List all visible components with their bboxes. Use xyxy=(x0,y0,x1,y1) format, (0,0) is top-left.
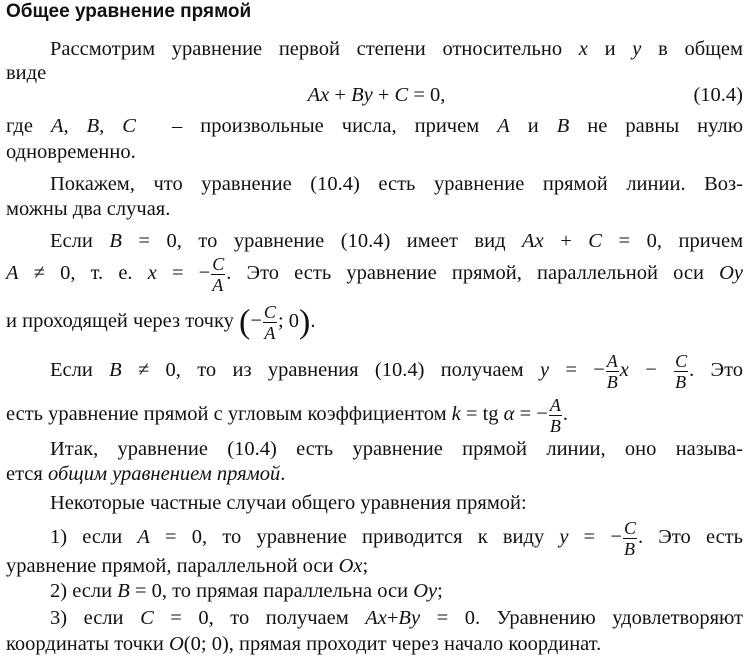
var: x xyxy=(377,607,387,629)
op: ≠ 0, xyxy=(18,262,76,285)
var: y xyxy=(559,526,569,549)
denominator: B xyxy=(606,372,618,392)
paragraph-summary-line2 xyxy=(6,461,743,487)
fraction-c-over-a xyxy=(263,303,277,342)
text: 1) если xyxy=(50,526,138,549)
var-y: y xyxy=(632,38,642,60)
var: k xyxy=(451,403,461,426)
text: . Это есть xyxy=(638,526,743,549)
paragraph-where-line2: одновременно. xyxy=(6,141,136,163)
emphasis-term: общим уравнением прямой xyxy=(47,463,281,485)
axis-label: Ox xyxy=(338,555,363,577)
var: A xyxy=(6,262,19,285)
numerator: A xyxy=(549,395,561,415)
paragraph-intro-line1 xyxy=(50,36,743,62)
paragraph-show-line2: можны два случая. xyxy=(6,198,171,220)
var: A xyxy=(137,526,150,549)
text: Если xyxy=(50,230,93,252)
numerator: C xyxy=(263,302,276,322)
text: координаты точки xyxy=(6,633,169,655)
paragraph-summary-line1: Итак, уравнение (10.4) есть уравнение прямой линии, оно называ- xyxy=(50,438,743,460)
numerator: A xyxy=(606,351,618,371)
var: B xyxy=(351,84,364,106)
paragraph-show-line1: Покажем, что уравнение (10.4) есть уравнение прямой линии. Воз- xyxy=(50,173,743,195)
paragraph-case-b0-line2 xyxy=(6,255,743,294)
text: – произвольные числа, причем xyxy=(172,115,480,137)
text: ; xyxy=(362,555,369,577)
var-x: x xyxy=(578,38,588,60)
text: т. е. xyxy=(75,262,148,285)
text: 2) если xyxy=(50,580,118,602)
var: x xyxy=(534,230,544,252)
text: то уравнение приводится к виду xyxy=(207,526,560,549)
var: C xyxy=(122,115,136,137)
text: . xyxy=(280,463,286,485)
op: = − xyxy=(514,403,548,426)
paragraph-intro-line2: виде xyxy=(6,62,47,84)
var: B xyxy=(109,359,122,382)
fraction-c-over-a xyxy=(211,255,225,294)
text: Если xyxy=(50,359,93,382)
var: A xyxy=(497,115,510,137)
denominator: B xyxy=(549,416,561,436)
text: ; xyxy=(437,580,443,602)
var: A xyxy=(307,84,321,106)
text: в общем xyxy=(658,38,744,60)
paragraph-where-line1: где A, B, C – произвольные числа, причем A и B не равны нулю xyxy=(6,115,744,137)
text: то получаем xyxy=(213,607,366,629)
text: (0; 0), xyxy=(183,633,234,655)
op: − xyxy=(628,359,674,382)
paren-close: ) xyxy=(299,303,311,341)
text: то из уравнения (10.4) получаем xyxy=(180,359,540,382)
denominator: B xyxy=(623,539,635,559)
paragraph-case-bneq0-line1 xyxy=(50,352,743,391)
op: + xyxy=(329,84,352,106)
op: = 0, xyxy=(153,607,214,629)
text: . xyxy=(310,310,316,333)
paren-open: ( xyxy=(239,303,251,341)
equation-10-4 xyxy=(0,82,753,108)
var: C xyxy=(588,230,602,252)
text: . Это есть уравнение прямой, параллельной оси xyxy=(226,262,720,285)
var: x xyxy=(147,262,157,285)
var: y xyxy=(410,607,421,629)
text: где xyxy=(6,115,33,137)
var: A xyxy=(365,607,378,629)
op: = 0, xyxy=(408,84,446,106)
numerator: C xyxy=(623,518,636,538)
var: B xyxy=(398,607,411,629)
var: y xyxy=(363,84,373,106)
var: A xyxy=(50,115,64,137)
op: ≠ 0, xyxy=(121,359,181,382)
section-title: Общее уравнение прямой xyxy=(6,1,252,22)
case1-line2 xyxy=(6,553,743,579)
var: B xyxy=(556,115,570,137)
text: прямая проходит через начало координат. xyxy=(233,633,602,655)
op: + xyxy=(386,607,399,629)
op: = 0 xyxy=(420,607,475,629)
op: = 0, xyxy=(129,580,167,602)
axis-label: Oy xyxy=(413,580,438,602)
text: и xyxy=(604,38,616,60)
paragraph-case-bneq0-line2 xyxy=(6,396,743,435)
var: α xyxy=(503,403,515,426)
var: x xyxy=(320,84,330,106)
var: B xyxy=(86,115,100,137)
denominator: A xyxy=(212,275,224,295)
op: + xyxy=(543,230,589,252)
op: + xyxy=(372,84,395,106)
text: ; 0 xyxy=(277,310,300,333)
var: C xyxy=(394,84,409,106)
op: − xyxy=(250,310,262,333)
text: и проходящей через точку xyxy=(6,310,240,333)
text: 3) если xyxy=(50,607,141,629)
paragraph-case-b0-line3 xyxy=(6,303,743,342)
var: B xyxy=(117,580,130,602)
text: ется xyxy=(6,463,48,485)
paragraph-special-cases: Некоторые частные случаи общего уравнения прямой: xyxy=(50,492,527,514)
text: то прямая параллельна оси xyxy=(166,580,414,602)
var: A xyxy=(522,230,535,252)
op: = 0, xyxy=(601,230,662,252)
equation-number: (10.4) xyxy=(693,84,743,106)
op: = 0, xyxy=(121,230,182,252)
text: то уравнение (10.4) имеет вид xyxy=(181,230,523,252)
var: C xyxy=(140,607,154,629)
var: x xyxy=(619,359,629,382)
denominator: A xyxy=(264,323,276,343)
op: = − xyxy=(156,262,211,285)
fraction-a-over-b xyxy=(606,352,619,391)
op: = − xyxy=(549,359,605,382)
var: O xyxy=(168,633,184,655)
text: Рассмотрим уравнение первой степени относительно xyxy=(50,38,563,60)
text: . xyxy=(562,403,568,426)
text: уравнение прямой, параллельной оси xyxy=(6,555,339,577)
op: = 0, xyxy=(149,526,208,549)
op: = − xyxy=(568,526,622,549)
text: причем xyxy=(661,230,744,252)
var: y xyxy=(539,359,550,382)
paragraph-case-b0-line1 xyxy=(50,228,743,254)
text: . Уравнению удовлетворяют xyxy=(474,607,744,629)
numerator: C xyxy=(212,254,225,274)
numerator: C xyxy=(675,351,688,371)
text: . Это xyxy=(689,359,744,382)
fraction-c-over-b xyxy=(674,352,688,391)
var: B xyxy=(109,230,122,252)
axis-label: Oy xyxy=(719,262,743,285)
denominator: B xyxy=(675,372,687,392)
text: не равны нулю xyxy=(587,115,744,137)
text: есть уравнение прямой с угловым коэффициентом xyxy=(6,403,452,426)
case3-line2 xyxy=(6,631,743,657)
fraction-a-over-b xyxy=(549,396,562,435)
text: и xyxy=(527,115,539,137)
op: = tg xyxy=(460,403,504,426)
case2-line1 xyxy=(50,578,743,604)
case3-line1 xyxy=(50,605,743,631)
